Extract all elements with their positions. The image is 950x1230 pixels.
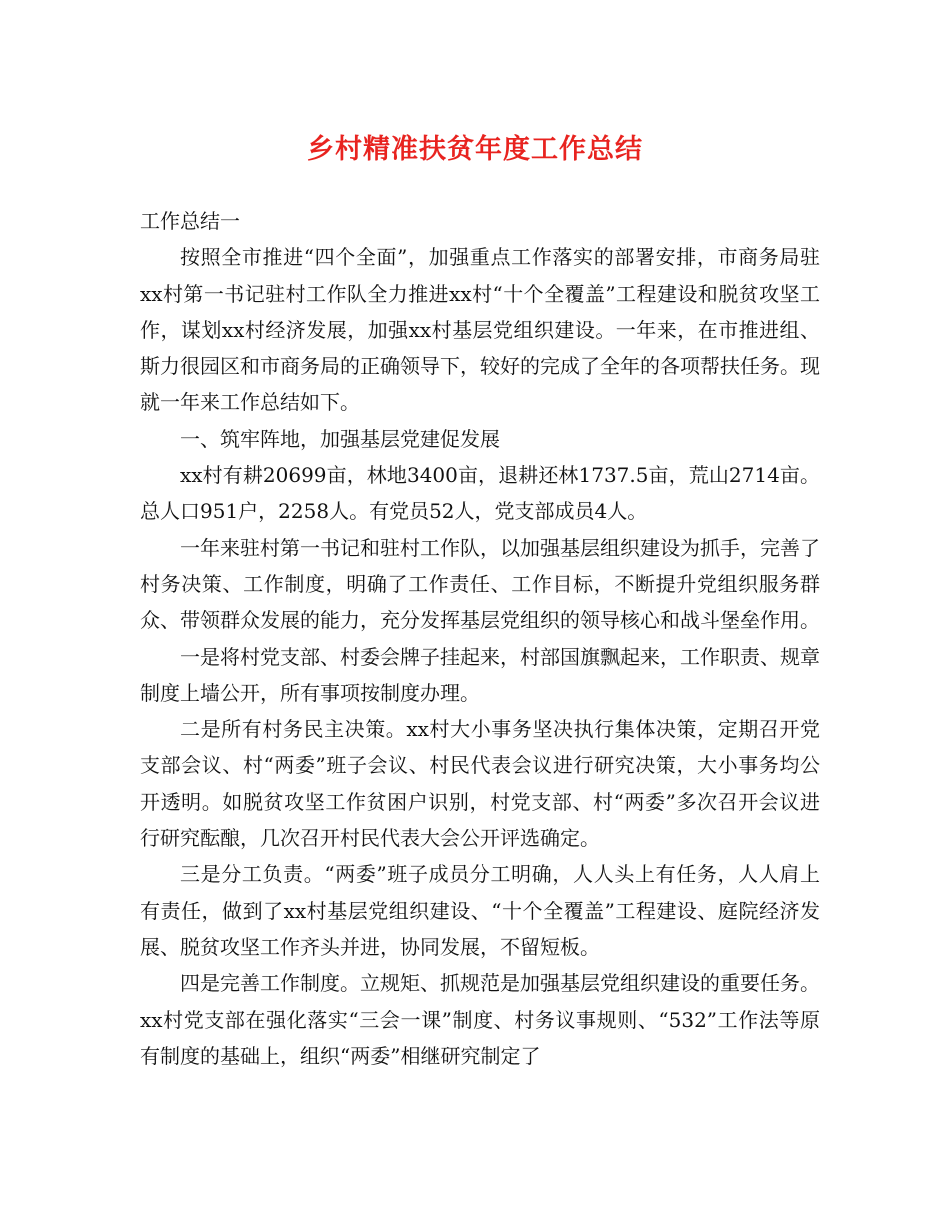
paragraph: 一是将村党支部、村委会牌子挂起来，村部国旗飘起来，工作职责、规章制度上墙公开，所有事项按制度办理。 [140,644,820,705]
section-heading: 一、筑牢阵地，加强基层党建促发展 [180,426,500,451]
section-label: 工作总结一 [140,209,240,233]
paragraph: 一年来驻村第一书记和驻村工作队，以加强基层组织建设为抓手，完善了村务决策、工作制度，明确了工作责任、工作目标，不断提升党组织服务群众、带领群众发展的能力，充分发挥基层党组织的领导核心和战斗堡垒作用。 [140,535,820,633]
paragraph: 三是分工负责。“两委”班子成员分工明确，人人头上有任务，人人肩上有责任，做到了xx村基层党组织建设、“十个全覆盖”工程建设、庭院经济发展、脱贫攻坚工作齐头并进，协同发展，不留短板。 [140,862,820,959]
document-title: 乡村精准扶贫年度工作总结 [307,134,643,165]
paragraph: 四是完善工作制度。立规矩、抓规范是加强基层党组织建设的重要任务。xx村党支部在强化落实“三会一课”制度、村务议事规则、“532”工作法等原有制度的基础上，组织“两委”相继研究制定了 [140,971,820,1068]
paragraph: xx村有耕20699亩，林地3400亩，退耕还林1737.5亩，荒山2714亩。总人口951户，2258人。有党员52人，党支部成员4人。 [140,463,820,524]
paragraph: 二是所有村务民主决策。xx村大小事务坚决执行集体决策，定期召开党支部会议、村“两委”班子会议、村民代表会议进行研究决策，大小事务均公开透明。如脱贫攻坚工作贫困户识别，村党支部、村“两委”多次召开会议进行研究酝酿，几次召开村民代表大会公开评选确定。 [140,717,820,851]
document-body [140,203,820,1074]
paragraph: 按照全市推进“四个全面”，加强重点工作落实的部署安排，市商务局驻xx村第一书记驻村工作队全力推进xx村“十个全覆盖”工程建设和脱贫攻坚工作，谋划xx村经济发展，加强xx村基层党组织建设。一年来，在市推进组、斯力很园区和市商务局的正确领导下，较好的完成了全年的各项帮扶任务。现就一年来工作总结如下。 [140,245,820,415]
